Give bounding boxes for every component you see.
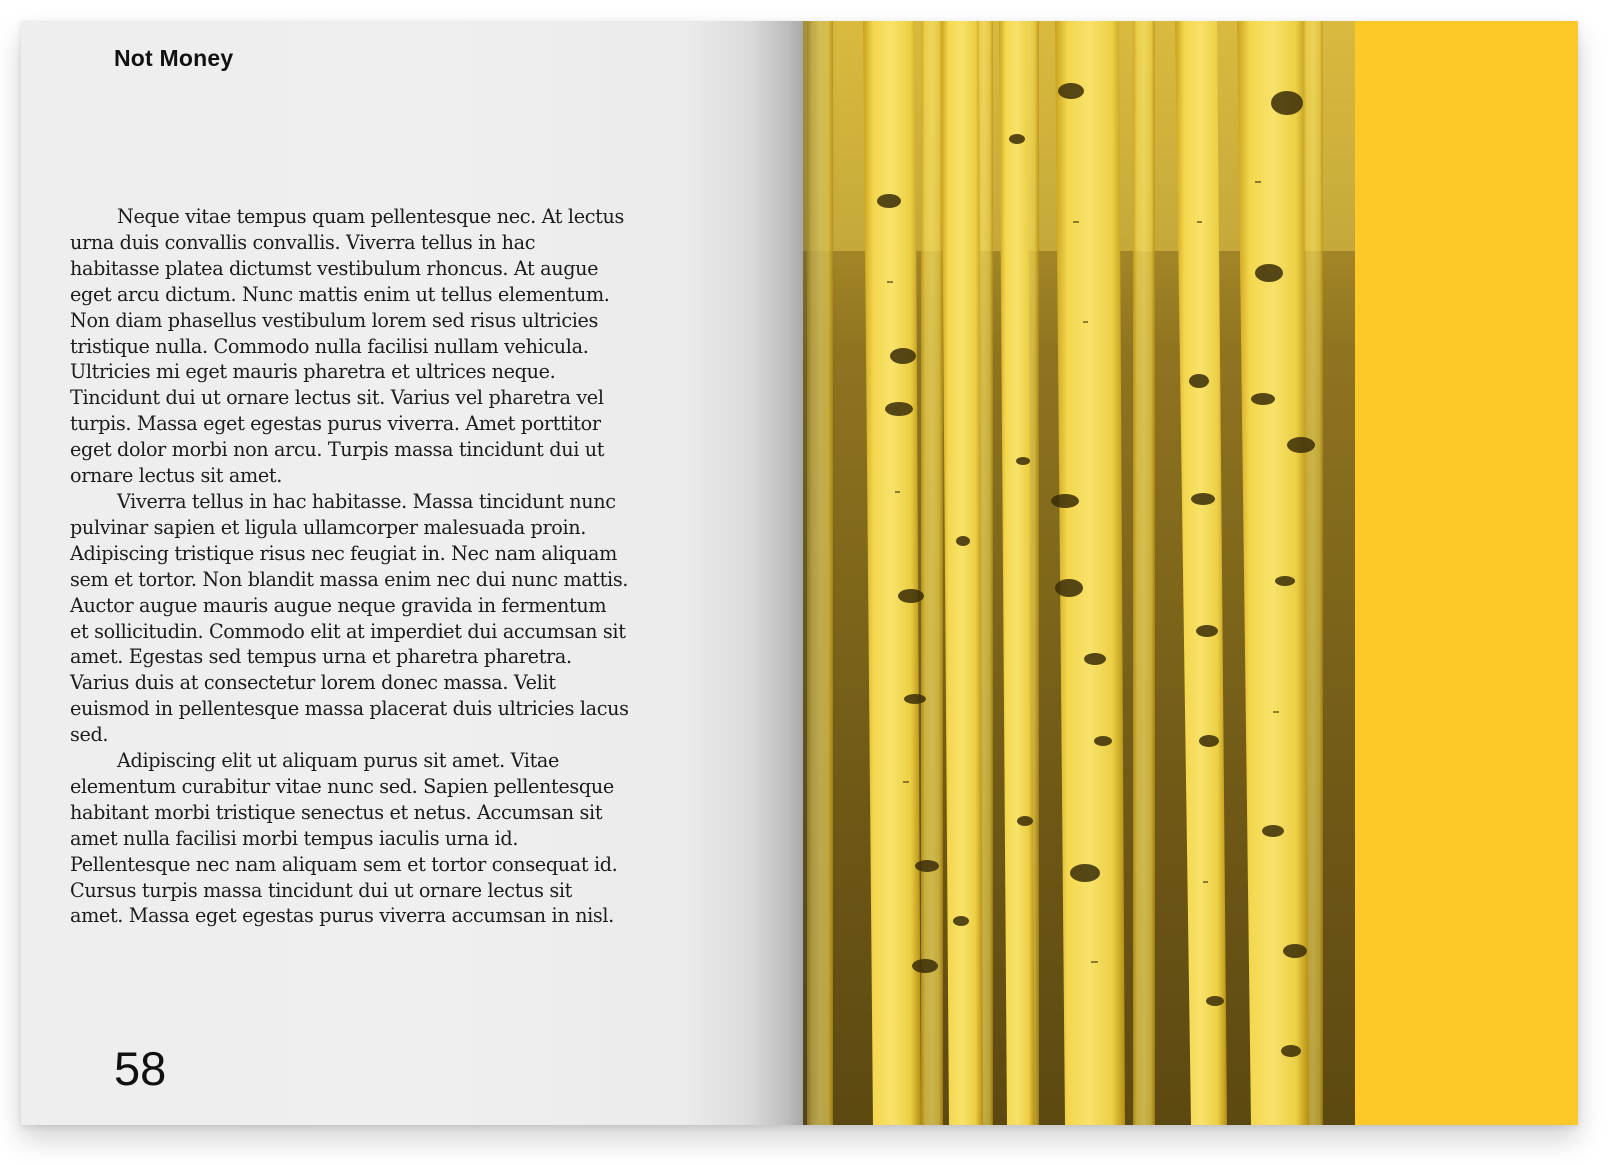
paragraph-3: Adipiscing elit ut aliquam purus sit amet. Vitae elementum curabitur vitae nunc sed. Sapien pellentesque habitant morbi tristique senectus et netus. Accumsan sit amet nulla facilisi morbi tempus iaculis urna id. Pellentesque nec nam aliquam sem et tortor consequat id. Cursus turpis massa tincidunt dui ut ornare lectus sit amet. Massa eget egestas purus viverra accumsan in nisl. [70,749,618,928]
left-page [21,21,803,1125]
paragraph-2: Viverra tellus in hac habitasse. Massa tincidunt nunc pulvinar sapien et ligula ullamcorper malesuada proin. Adipiscing tristique risus nec feugiat in. Nec nam aliquam sem et tortor. Non blandit massa enim nec dui nunc mattis. Auctor augue mauris augue neque gravida in fermentum et sollicitudin. Commodo elit at imperdiet dui accumsan sit amet. Egestas sed tempus urna et pharetra pharetra. Varius duis at consectetur lorem donec massa. Velit euismod in pellentesque massa placerat duis ultricies lacus sed. [70,489,629,747]
body-text [70,204,630,929]
page-number: 58 [114,1042,167,1095]
running-head: Not Money [114,45,234,71]
right-page [803,21,1578,1125]
magazine-spread [21,21,1578,1125]
paragraph-1: Neque vitae tempus quam pellentesque nec. At lectus urna duis convallis convallis. Viverra tellus in hac habitasse platea dictumst vestibulum rhoncus. At augue eget arcu dictum. Nunc mattis enim ut tellus elementum. Non diam phasellus vestibulum lorem sed risus ultricies tristique nulla. Commodo nulla facilisi nullam vehicula. Ultricies mi eget mauris pharetra et ultrices neque. Tincidunt dui ut ornare lectus sit. Varius vel pharetra vel turpis. Massa eget egestas purus viverra. Amet porttitor eget dolor morbi non arcu. Turpis massa tincidunt dui ut ornare lectus sit amet. [70,205,624,488]
aspen-trees-photo [803,21,1355,1125]
